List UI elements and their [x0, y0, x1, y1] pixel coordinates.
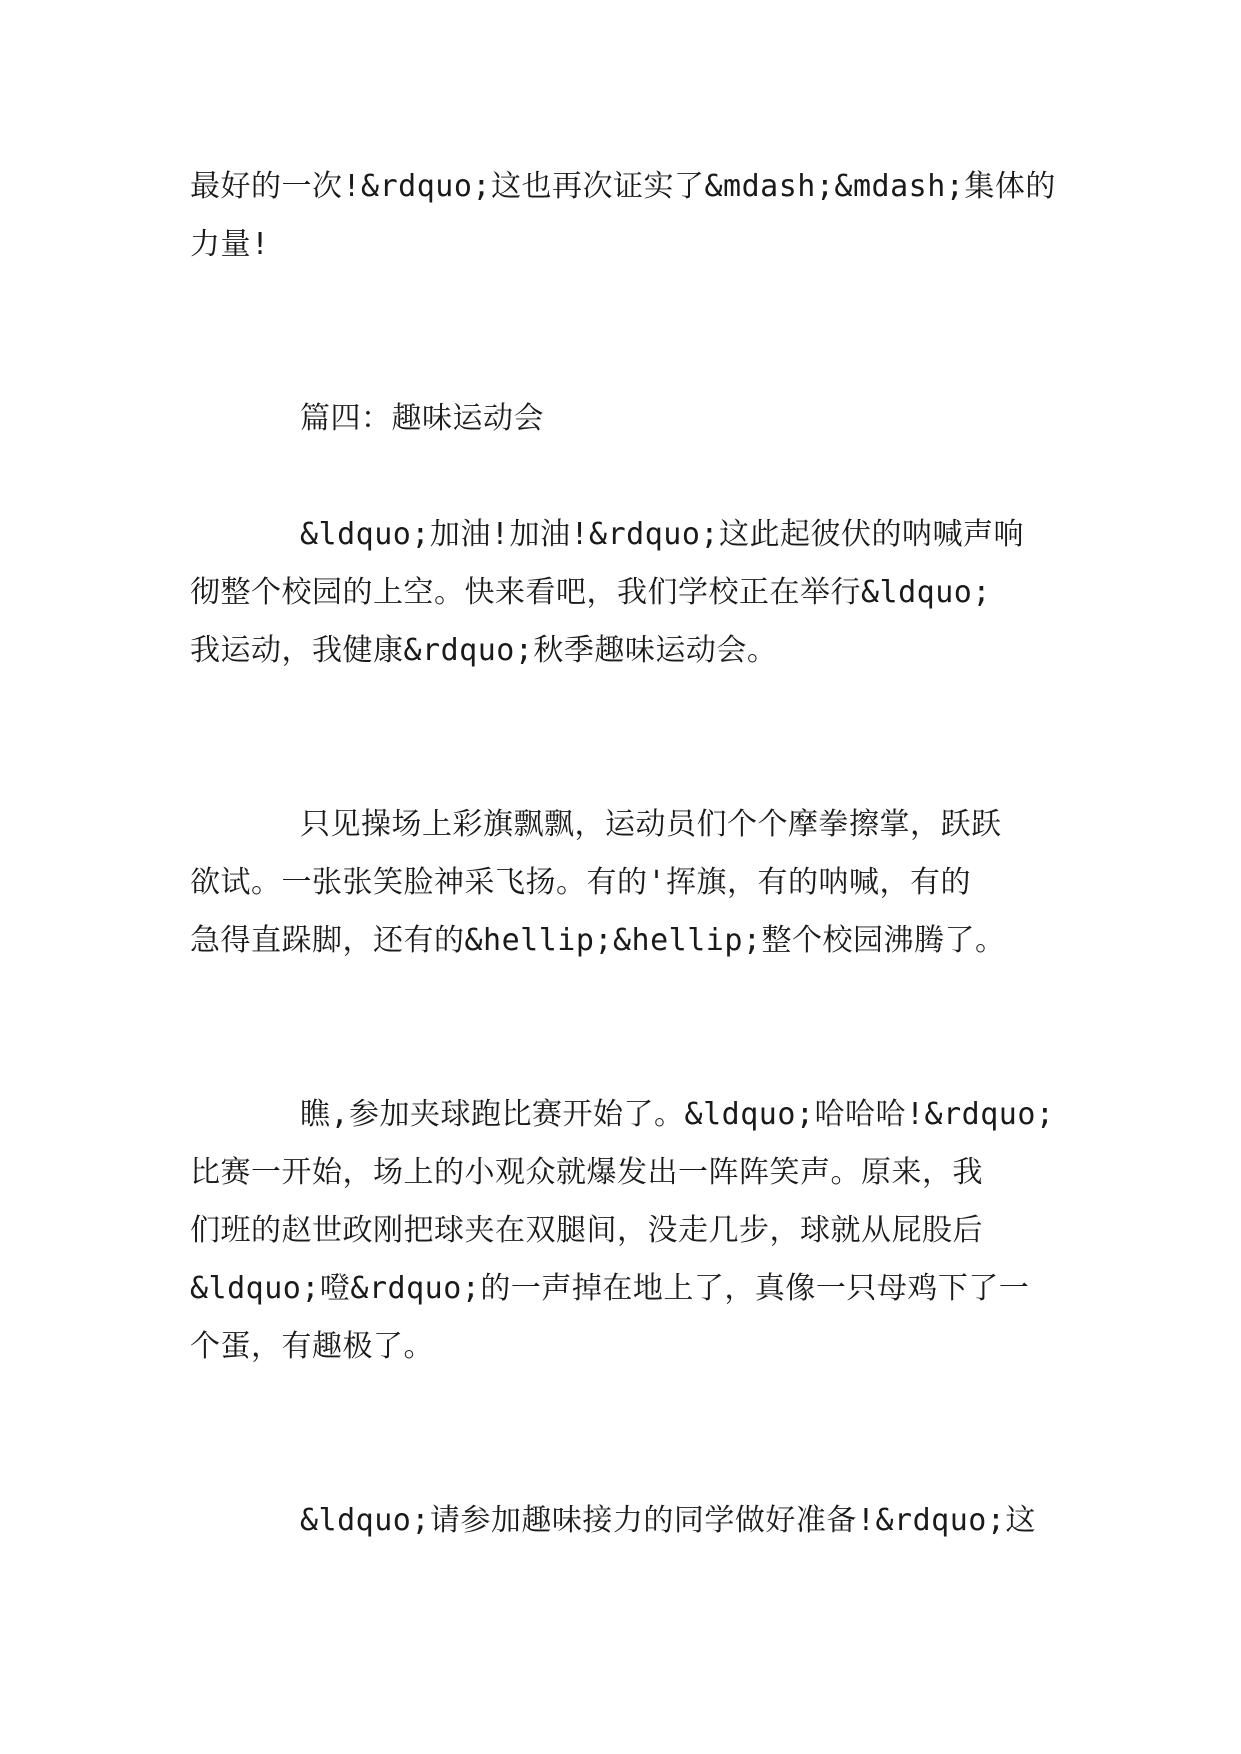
text-line: &ldquo;请参加趣味接力的同学做好准备!&rdquo;这: [300, 1503, 1036, 1538]
text-line: 我运动，我健康&rdquo;秋季趣味运动会。: [190, 633, 778, 668]
text-line: 彻整个校园的上空。快来看吧，我们学校正在举行&ldquo;: [190, 575, 991, 610]
text-line: &ldquo;加油!加油!&rdquo;这此起彼伏的呐喊声响: [300, 517, 1024, 552]
text-line: &ldquo;噔&rdquo;的一声掉在地上了，真像一只母鸡下了一: [190, 1271, 1030, 1306]
text-line: 力量!: [190, 227, 270, 262]
text-line: 急得直跺脚，还有的&hellip;&hellip;整个校园沸腾了。: [190, 923, 1006, 958]
text-line: 只见操场上彩旗飘飘，运动员们个个摩拳擦掌，跃跃: [300, 807, 1002, 842]
section-heading: 篇四：趣味运动会: [300, 401, 544, 436]
text-line: 瞧,参加夹球跑比赛开始了。&ldquo;哈哈哈!&rdquo;: [300, 1097, 1055, 1132]
text-line: 欲试。一张张笑脸神采飞扬。有的'挥旗，有的呐喊，有的: [190, 865, 972, 900]
text-line: 比赛一开始，场上的小观众就爆发出一阵阵笑声。原来，我: [190, 1155, 983, 1190]
text-line: 们班的赵世政刚把球夹在双腿间，没走几步，球就从屁股后: [190, 1213, 983, 1248]
text-line: 个蛋，有趣极了。: [190, 1329, 434, 1364]
text-line: 最好的一次!&rdquo;这也再次证实了&mdash;&mdash;集体的: [190, 169, 1056, 204]
